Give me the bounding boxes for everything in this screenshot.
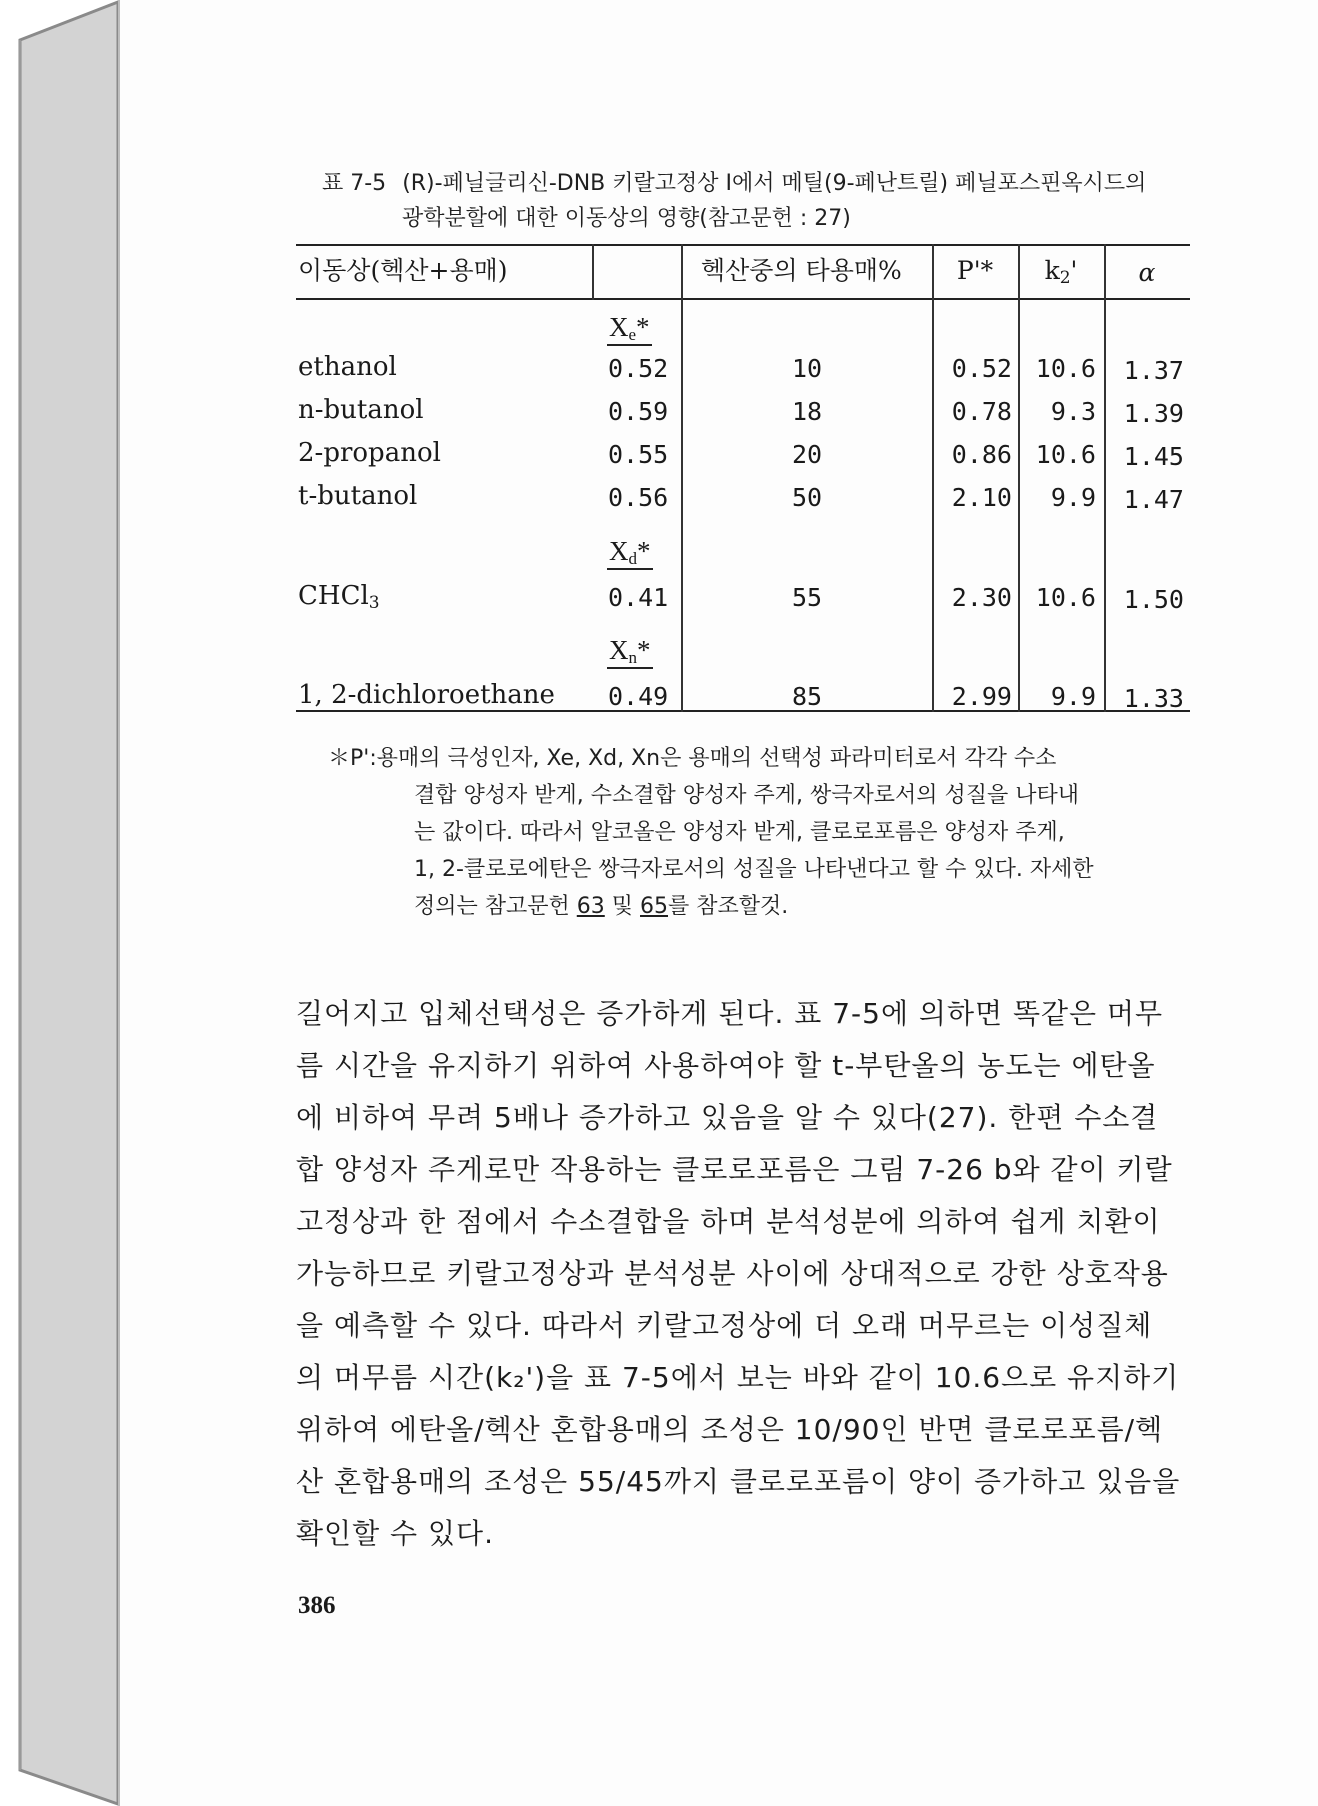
solvent-cell: CHCl$_3$ bbox=[298, 581, 380, 613]
x-value-cell: 0.49 bbox=[608, 682, 669, 711]
percent-cell: 50 bbox=[791, 483, 823, 512]
col-divider bbox=[681, 244, 683, 712]
col-divider bbox=[1104, 244, 1106, 712]
table-top-rule bbox=[296, 244, 1190, 246]
header-alpha: α bbox=[1138, 258, 1156, 287]
p-cell: 2.10 bbox=[951, 483, 1012, 512]
alpha-cell: 1.50 bbox=[1123, 585, 1184, 614]
data-table bbox=[296, 240, 1190, 720]
percent-cell: 18 bbox=[791, 397, 823, 426]
percent-cell: 85 bbox=[791, 682, 823, 711]
body-line: 확인할 수 있다. bbox=[296, 1517, 494, 1550]
percent-cell: 20 bbox=[791, 440, 823, 469]
k2-cell: 10.6 bbox=[1035, 354, 1096, 383]
body-line: 의 머무름 시간(k₂')을 표 7-5에서 보는 바와 같이 10.6으로 유지하기 bbox=[296, 1361, 1180, 1394]
body-line: 에 비하여 무려 5배나 증가하고 있음을 알 수 있다(27). 한편 수소결 bbox=[296, 1101, 1159, 1134]
body-line: 가능하므로 키랄고정상과 분석성분 사이에 상대적으로 강한 상호작용 bbox=[296, 1257, 1169, 1290]
col-divider bbox=[932, 244, 934, 712]
footnote-line: 결합 양성자 받게, 수소결합 양성자 주게, 쌍극자로서의 성질을 나타내 bbox=[414, 783, 1079, 808]
percent-cell: 55 bbox=[791, 583, 823, 612]
x-value-cell: 0.52 bbox=[608, 354, 669, 383]
x-label-d: $X_d*$ bbox=[609, 536, 651, 568]
percent-cell: 10 bbox=[791, 354, 823, 383]
k2-cell: 10.6 bbox=[1035, 440, 1096, 469]
col-divider bbox=[1018, 244, 1020, 712]
body-line: 산 혼합용매의 조성은 55/45까지 클로로포름이 양이 증가하고 있음을 bbox=[296, 1465, 1181, 1498]
k2-cell: 9.9 bbox=[1050, 483, 1096, 512]
p-cell: 0.86 bbox=[951, 440, 1012, 469]
x-label-n: $X_n*$ bbox=[609, 635, 651, 667]
x-value-cell: 0.59 bbox=[608, 397, 669, 426]
p-cell: 0.52 bbox=[951, 354, 1012, 383]
header-p: P'* bbox=[956, 256, 994, 285]
x-value-cell: 0.55 bbox=[608, 440, 669, 469]
col-divider bbox=[592, 244, 594, 300]
table-caption bbox=[322, 166, 1202, 236]
caption-line-2: 광학분할에 대한 이동상의 영향(참고문헌 : 27) bbox=[402, 206, 851, 231]
alpha-cell: 1.45 bbox=[1123, 442, 1184, 471]
p-cell: 2.99 bbox=[951, 682, 1012, 711]
footnote-line: 정의는 참고문헌 63 및 65를 참조할것. bbox=[414, 894, 789, 919]
table-header-rule bbox=[296, 298, 1190, 300]
alpha-cell: 1.37 bbox=[1123, 356, 1184, 385]
body-line: 고정상과 한 점에서 수소결합을 하며 분석성분에 의하여 쉽게 치환이 bbox=[296, 1205, 1161, 1238]
body-paragraph bbox=[296, 988, 1188, 1560]
k2-cell: 10.6 bbox=[1035, 583, 1096, 612]
body-line: 름 시간을 유지하기 위하여 사용하여야 할 t-부탄올의 농도는 에탄올 bbox=[296, 1049, 1156, 1082]
body-line: 길어지고 입체선택성은 증가하게 된다. 표 7-5에 의하면 똑같은 머무 bbox=[296, 997, 1164, 1030]
p-cell: 0.78 bbox=[951, 397, 1012, 426]
k2-cell: 9.3 bbox=[1050, 397, 1096, 426]
x-value-cell: 0.56 bbox=[608, 483, 669, 512]
table-footnote bbox=[328, 740, 1196, 925]
alpha-cell: 1.47 bbox=[1123, 485, 1184, 514]
book-side-edge bbox=[0, 0, 120, 1806]
header-mobile-phase: 이동상(헥산+용매) bbox=[298, 256, 508, 285]
body-line: 위하여 에탄올/헥산 혼합용매의 조성은 10/90인 반면 클로로포름/헥 bbox=[296, 1413, 1164, 1446]
solvent-cell: 2-propanol bbox=[298, 438, 441, 468]
solvent-cell: n-butanol bbox=[298, 395, 424, 425]
solvent-cell: ethanol bbox=[298, 352, 397, 382]
reference-63: 63 bbox=[576, 894, 605, 919]
footnote-line: 1, 2-클로로에탄은 쌍극자로서의 성질을 나타낸다고 할 수 있다. 자세한 bbox=[414, 857, 1094, 882]
k2-cell: 9.9 bbox=[1050, 682, 1096, 711]
alpha-cell: 1.33 bbox=[1123, 684, 1184, 713]
body-line: 을 예측할 수 있다. 따라서 키랄고정상에 더 오래 머무르는 이성질체 bbox=[296, 1309, 1153, 1342]
solvent-cell: t-butanol bbox=[298, 481, 418, 511]
x-label-e: $X_e*$ bbox=[609, 312, 650, 344]
table-number: 표 7-5 bbox=[322, 171, 387, 196]
caption-line-1: (R)-페닐글리신-DNB 키랄고정상 I에서 메틸(9-페난트릴) 페닐포스핀옥시드의 bbox=[402, 171, 1147, 196]
footnote-line: 는 값이다. 따라서 알코올은 양성자 받게, 클로로포름은 양성자 주게, bbox=[414, 820, 1065, 845]
reference-65: 65 bbox=[640, 894, 669, 919]
page-number: 386 bbox=[298, 1592, 336, 1619]
x-value-cell: 0.41 bbox=[608, 583, 669, 612]
body-line: 합 양성자 주게로만 작용하는 클로로포름은 그림 7-26 b와 같이 키랄 bbox=[296, 1153, 1173, 1186]
alpha-cell: 1.39 bbox=[1123, 399, 1184, 428]
p-cell: 2.30 bbox=[951, 583, 1012, 612]
header-percent: 헥산중의 타용매% bbox=[701, 256, 902, 285]
solvent-cell: 1, 2-dichloroethane bbox=[298, 680, 555, 710]
header-k2: $k_2'$ bbox=[1044, 256, 1078, 288]
footnote-line: ＊P':용매의 극성인자, Xe, Xd, Xn은 용매의 선택성 파라미터로서 각각 수소 bbox=[328, 746, 1057, 771]
